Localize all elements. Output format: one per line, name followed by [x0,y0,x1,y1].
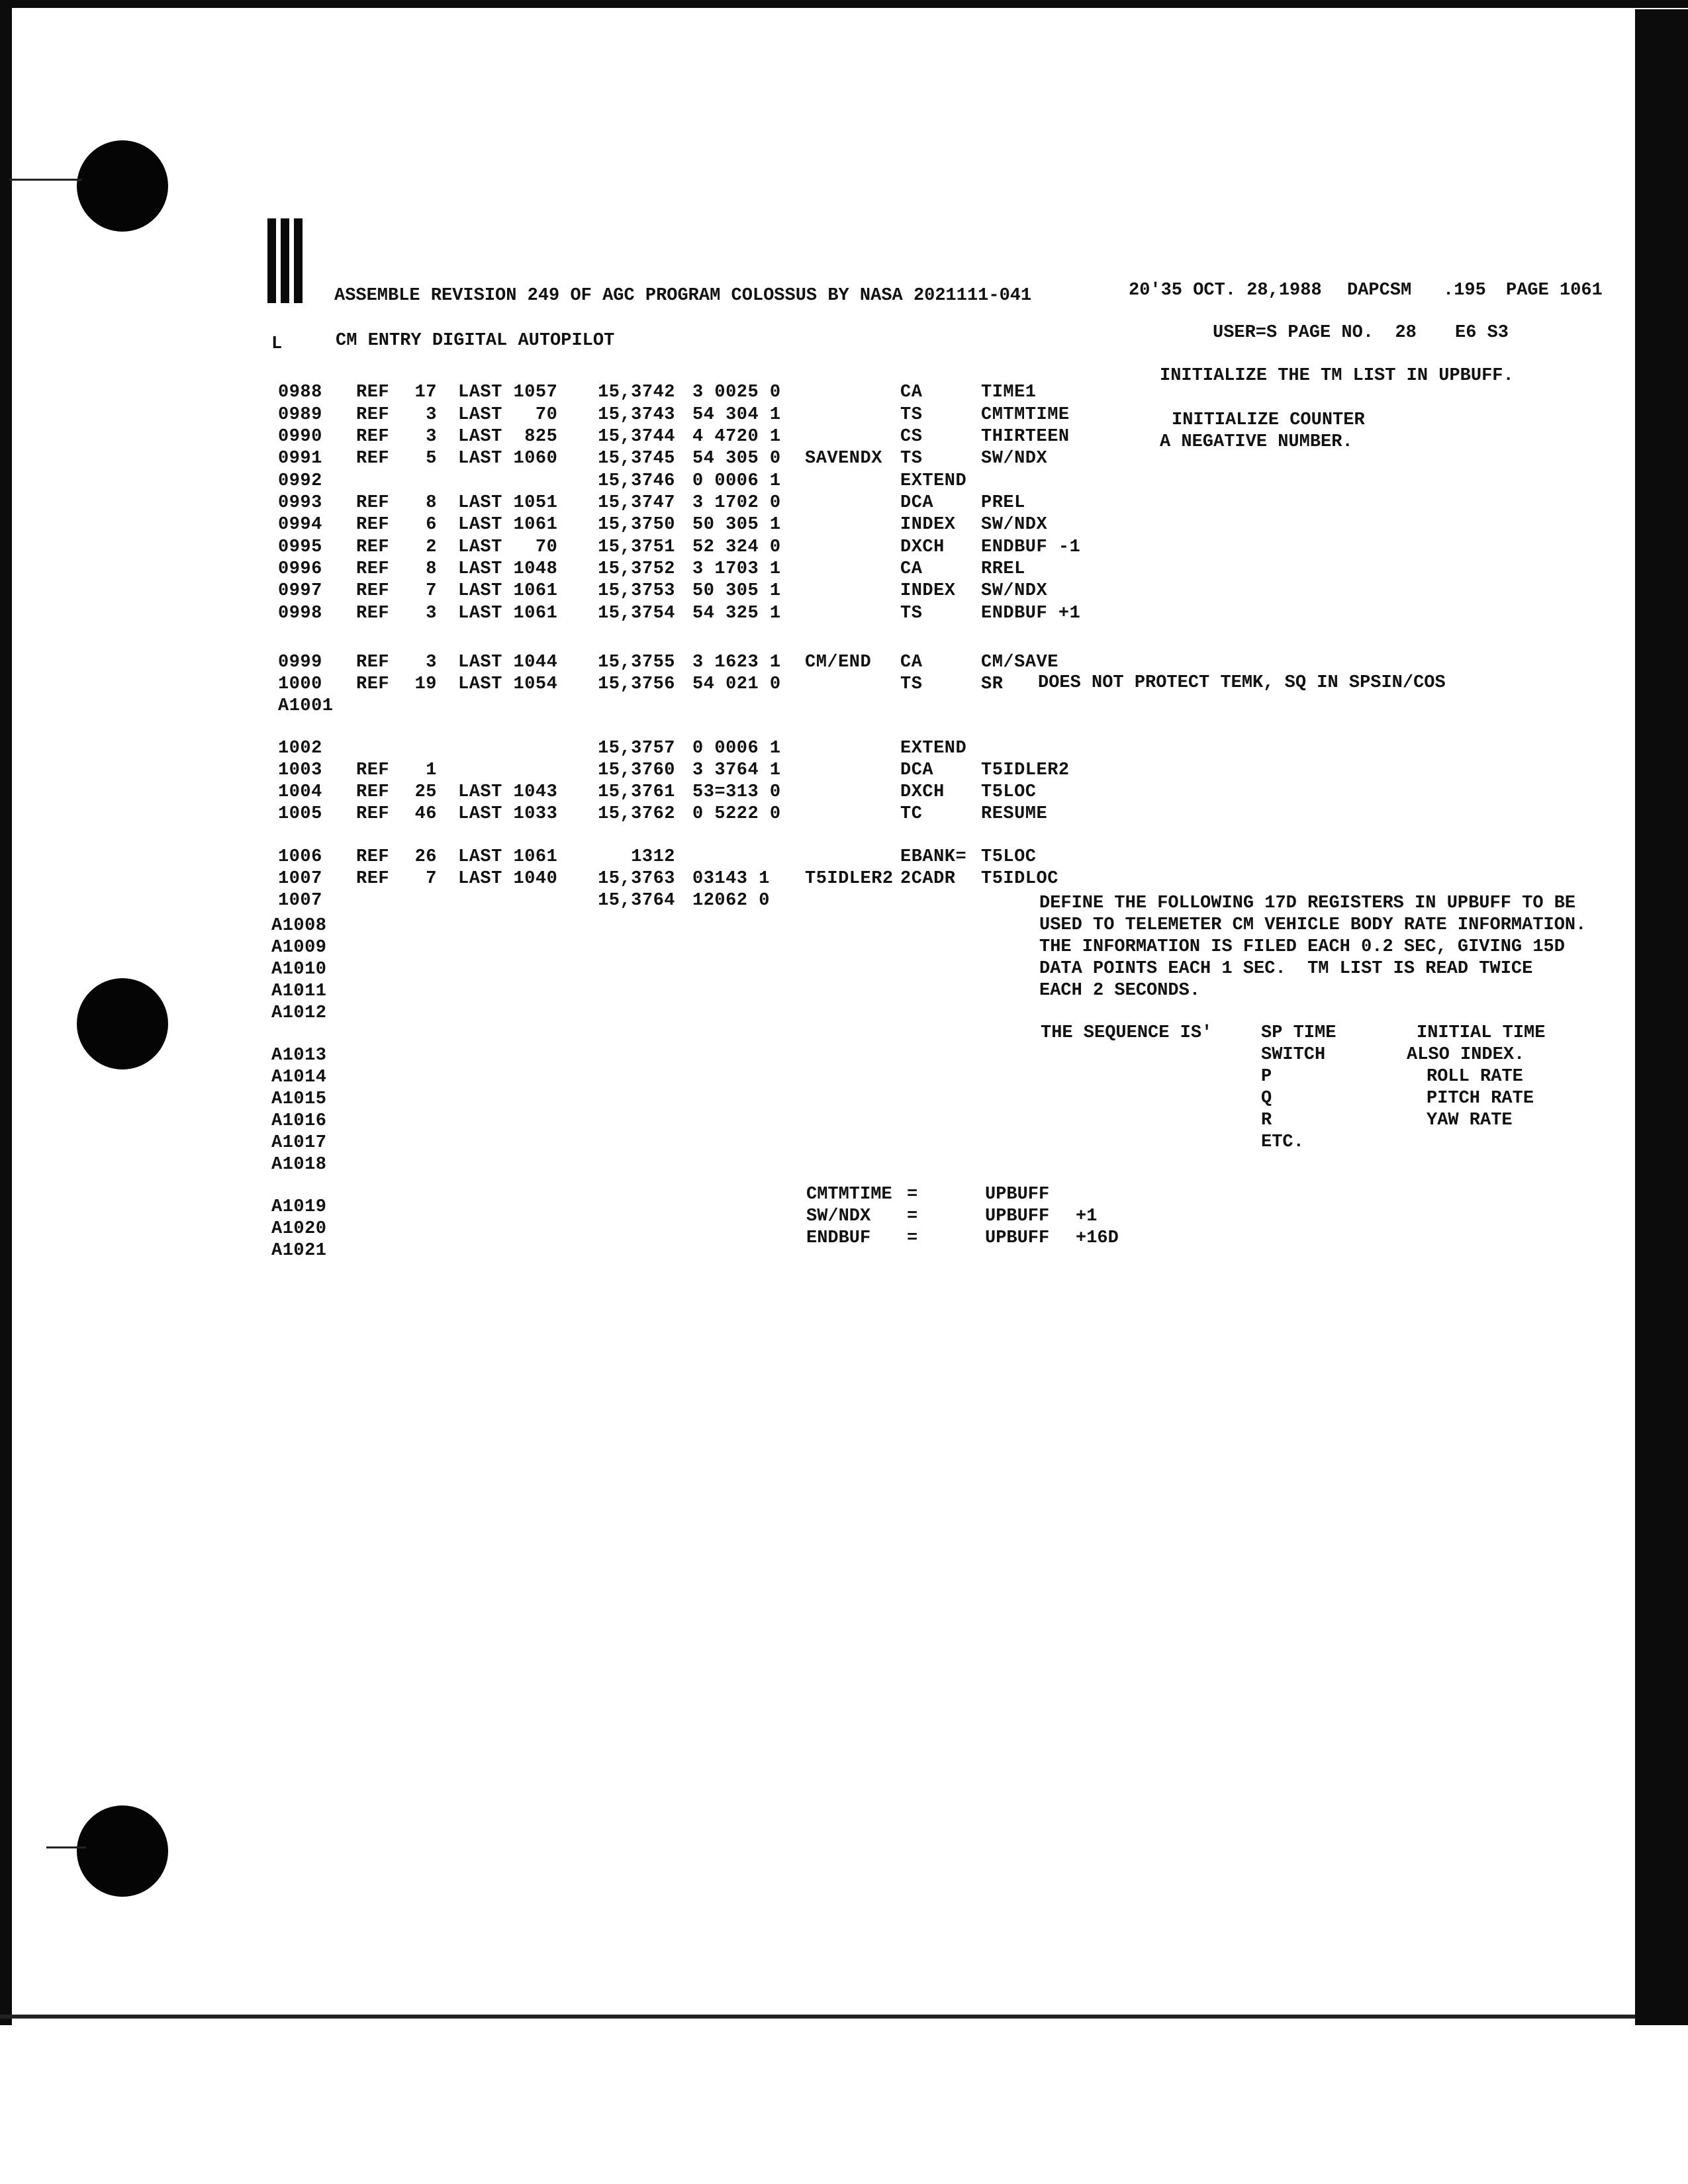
opcode: TS [900,674,923,694]
operand: T5LOC [981,847,1037,867]
opcode: DCA [900,760,934,780]
address: 15,3760 [598,760,675,780]
equate-sign: = [907,1185,918,1205]
sequence-item: ETC. [1261,1132,1304,1152]
ref-marker: REF [356,804,390,824]
opcode: TC [900,804,923,824]
opcode: EBANK= [900,847,967,867]
last-ref: LAST 1057 [458,383,558,402]
object-code: 4 4720 1 [692,427,781,447]
last-ref: LAST 1061 [458,847,558,867]
object-code: 03143 1 [692,869,770,889]
line-number: A1008 [271,916,327,936]
opcode: CA [900,653,923,672]
operand: T5IDLER2 [981,760,1070,780]
last-ref: LAST 1061 [458,515,558,535]
line-number: 0999 [278,653,322,672]
line-number: 1003 [278,760,322,780]
operand: ENDBUF -1 [981,537,1081,557]
punch-hole-mark [46,1846,86,1848]
line-number: A1019 [271,1197,327,1217]
line-number: 0992 [278,471,322,491]
opcode: DXCH [900,537,945,557]
operand: PREL [981,493,1025,513]
line-number: 1007 [278,869,322,889]
ref-count: 7 [426,581,437,601]
ref-count: 3 [426,405,437,425]
equate-offset: +1 [1076,1206,1098,1226]
equate-name: CMTMTIME [806,1185,892,1205]
comment-init-tm-list: INITIALIZE THE TM LIST IN UPBUFF. [1160,366,1514,386]
line-number: 0989 [278,405,322,425]
sequence-item: SP TIME [1261,1023,1336,1043]
last-ref: LAST 825 [458,427,558,447]
opcode: INDEX [900,581,956,601]
line-number: A1020 [271,1219,327,1239]
opcode: EXTEND [900,739,967,758]
line-number: 1000 [278,674,322,694]
page-barcode [266,218,306,303]
section-title: CM ENTRY DIGITAL AUTOPILOT [336,331,615,351]
operand: CM/SAVE [981,653,1058,672]
line-number: 0990 [278,427,322,447]
comment-negative-number: A NEGATIVE NUMBER. [1160,432,1353,452]
operand: CMTMTIME [981,405,1070,425]
address: 15,3752 [598,559,675,579]
label: SAVENDX [805,449,882,469]
equate-value: UPBUFF [985,1206,1050,1226]
last-ref: LAST 1054 [458,674,558,694]
object-code: 54 021 0 [692,674,781,694]
object-code: 52 324 0 [692,537,781,557]
ref-count: 3 [426,604,437,623]
address: 15,3747 [598,493,675,513]
ref-count: 46 [414,804,437,824]
ref-marker: REF [356,515,390,535]
ref-count: 8 [426,493,437,513]
scan-border-right [1635,9,1688,2025]
ref-marker: REF [356,383,390,402]
ref-count: 6 [426,515,437,535]
operand: SR [981,674,1004,694]
opcode: TS [900,604,923,623]
line-number: 1004 [278,782,322,802]
routine-name: DAPCSM [1347,281,1412,300]
object-code: 3 3764 1 [692,760,781,780]
object-code: 0 0006 1 [692,471,781,491]
last-ref: LAST 1061 [458,604,558,623]
ref-count: 7 [426,869,437,889]
operand: RREL [981,559,1025,579]
object-code: 12062 0 [692,891,770,911]
address: 15,3755 [598,653,675,672]
line-number: A1017 [271,1133,327,1153]
last-ref: LAST 1060 [458,449,558,469]
line-number: A1016 [271,1111,327,1131]
sequence-item: SWITCH [1261,1045,1326,1065]
address: 15,3745 [598,449,675,469]
line-number: 0991 [278,449,322,469]
punch-hole-middle [77,978,168,1069]
punch-hole-top [77,140,168,232]
object-code: 50 305 1 [692,581,781,601]
object-code: 3 1702 0 [692,493,781,513]
user-page-number: USER=S PAGE NO. 28 [1213,323,1417,343]
line-number: A1010 [271,960,327,979]
sequence-desc: ALSO INDEX. [1407,1045,1525,1065]
last-ref: LAST 1040 [458,869,558,889]
address: 15,3757 [598,739,675,758]
object-code: 54 325 1 [692,604,781,623]
last-ref: LAST 1061 [458,581,558,601]
listing-marker: L [271,334,283,354]
address: 15,3742 [598,383,675,402]
line-number: A1014 [271,1068,327,1087]
opcode: CS [900,427,923,447]
ref-marker: REF [356,760,390,780]
last-ref: LAST 1044 [458,653,558,672]
operand: THIRTEEN [981,427,1070,447]
ref-marker: REF [356,581,390,601]
line-number: A1009 [271,938,327,958]
line-number: 0998 [278,604,322,623]
object-code: 0 0006 1 [692,739,781,758]
sequence-item: P [1261,1067,1272,1087]
last-ref: LAST 70 [458,537,558,557]
operand: RESUME [981,804,1048,824]
ref-marker: REF [356,493,390,513]
address: 15,3762 [598,804,675,824]
equate-name: SW/NDX [806,1206,871,1226]
page-tags: E6 S3 [1455,323,1509,343]
ref-count: 3 [426,427,437,447]
label: CM/END [805,653,872,672]
line-number: 1007 [278,891,322,911]
address: 15,3743 [598,405,675,425]
scan-border-bottom [0,2015,1635,2019]
opcode: CA [900,383,923,402]
opcode: DXCH [900,782,945,802]
last-ref: LAST 1051 [458,493,558,513]
ref-count: 5 [426,449,437,469]
page-number: PAGE 1061 [1506,281,1603,300]
opcode: TS [900,449,923,469]
opcode: TS [900,405,923,425]
punch-hole-bottom [77,1805,168,1897]
ref-count: 17 [414,383,437,402]
equate-sign: = [907,1206,918,1226]
comment-does-not-protect: DOES NOT PROTECT TEMK, SQ IN SPSIN/COS [1038,673,1446,693]
last-ref: LAST 1048 [458,559,558,579]
ref-count: 19 [414,674,437,694]
opcode: CA [900,559,923,579]
scan-border-top [0,0,1688,8]
address: 15,3753 [598,581,675,601]
object-code: 3 1703 1 [692,559,781,579]
line-number: A1013 [271,1046,327,1066]
equate-sign: = [907,1228,918,1248]
ref-marker: REF [356,427,390,447]
operand: SW/NDX [981,515,1048,535]
ref-marker: REF [356,559,390,579]
line-number: 0993 [278,493,322,513]
line-number: 0995 [278,537,322,557]
operand: SW/NDX [981,581,1048,601]
operand: SW/NDX [981,449,1048,469]
ref-marker: REF [356,782,390,802]
ref-marker: REF [356,449,390,469]
comment-line: EACH 2 SECONDS. [1039,981,1201,1001]
operand: ENDBUF +1 [981,604,1081,623]
sequence-intro: THE SEQUENCE IS' [1041,1023,1213,1043]
ref-marker: REF [356,604,390,623]
last-ref: LAST 1043 [458,782,558,802]
comment-init-counter: INITIALIZE COUNTER [1172,410,1365,430]
address: 15,3744 [598,427,675,447]
ref-marker: REF [356,847,390,867]
line-number: 0994 [278,515,322,535]
line-number: 1002 [278,739,322,758]
line-number: A1018 [271,1155,327,1175]
line-number: A1015 [271,1089,327,1109]
object-code: 0 5222 0 [692,804,781,824]
address: 1312 [631,847,675,867]
object-code: 50 305 1 [692,515,781,535]
operand: T5LOC [981,782,1037,802]
ref-marker: REF [356,674,390,694]
ref-count: 3 [426,653,437,672]
equate-value: UPBUFF [985,1228,1050,1248]
routine-version: .195 [1443,281,1486,300]
object-code: 54 305 0 [692,449,781,469]
line-number: A1012 [271,1003,327,1023]
line-number: 0988 [278,383,322,402]
sequence-desc: ROLL RATE [1427,1067,1523,1087]
line-number: A1021 [271,1241,327,1261]
ref-marker: REF [356,537,390,557]
line-number: 1005 [278,804,322,824]
line-number: A1001 [278,696,334,716]
address: 15,3761 [598,782,675,802]
ref-count: 26 [414,847,437,867]
opcode: EXTEND [900,471,967,491]
address: 15,3763 [598,869,675,889]
last-ref: LAST 70 [458,405,558,425]
line-number: 0997 [278,581,322,601]
object-code: 53=313 0 [692,782,781,802]
label: T5IDLER2 [805,869,894,889]
address: 15,3751 [598,537,675,557]
line-number: A1011 [271,981,327,1001]
sequence-item: Q [1261,1089,1272,1109]
assembler-header: ASSEMBLE REVISION 249 OF AGC PROGRAM COLOSSUS BY NASA 2021111-041 [334,286,1032,306]
object-code: 3 1623 1 [692,653,781,672]
operand: TIME1 [981,383,1037,402]
ref-count: 2 [426,537,437,557]
ref-count: 1 [426,760,437,780]
object-code: 3 0025 0 [692,383,781,402]
ref-count: 8 [426,559,437,579]
ref-marker: REF [356,653,390,672]
address: 15,3746 [598,471,675,491]
ref-marker: REF [356,869,390,889]
equate-value: UPBUFF [985,1185,1050,1205]
equate-name: ENDBUF [806,1228,871,1248]
listing-timestamp: 20'35 OCT. 28,1988 [1129,281,1322,300]
line-number: 0996 [278,559,322,579]
sequence-item: R [1261,1111,1272,1130]
scan-border-left [0,0,12,2025]
sequence-desc: PITCH RATE [1427,1089,1534,1109]
comment-line: THE INFORMATION IS FILED EACH 0.2 SEC, GIVING 15D [1039,937,1565,957]
ref-marker: REF [356,405,390,425]
ref-count: 25 [414,782,437,802]
line-number: 1006 [278,847,322,867]
comment-line: DATA POINTS EACH 1 SEC. TM LIST IS READ TWICE [1039,959,1533,979]
equate-offset: +16D [1076,1228,1119,1248]
last-ref: LAST 1033 [458,804,558,824]
punch-hole-mark [9,179,82,181]
address: 15,3756 [598,674,675,694]
address: 15,3764 [598,891,675,911]
operand: T5IDLOC [981,869,1058,889]
opcode: INDEX [900,515,956,535]
comment-line: DEFINE THE FOLLOWING 17D REGISTERS IN UPBUFF TO BE [1039,893,1576,913]
opcode: 2CADR [900,869,956,889]
address: 15,3754 [598,604,675,623]
address: 15,3750 [598,515,675,535]
comment-line: USED TO TELEMETER CM VEHICLE BODY RATE INFORMATION. [1039,915,1587,935]
sequence-desc: INITIAL TIME [1417,1023,1546,1043]
sequence-desc: YAW RATE [1427,1111,1513,1130]
opcode: DCA [900,493,934,513]
object-code: 54 304 1 [692,405,781,425]
